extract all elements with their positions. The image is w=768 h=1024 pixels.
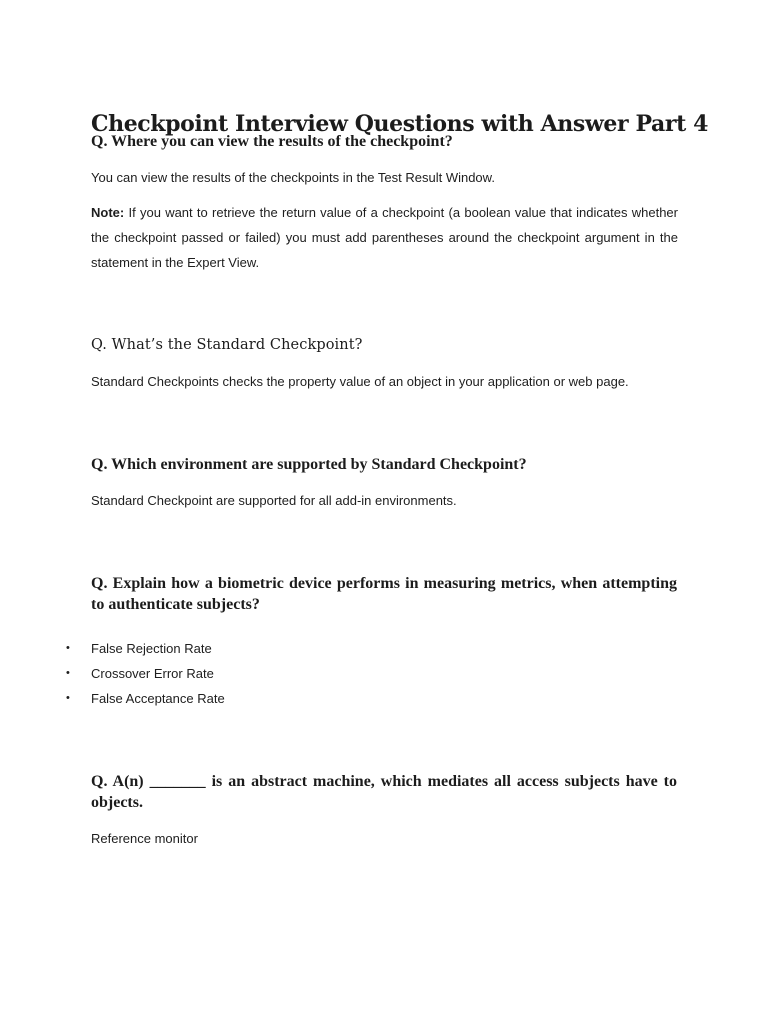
list-item-text: Crossover Error Rate (91, 666, 214, 681)
bullet-icon: • (66, 642, 70, 654)
bullet-list (0, 636, 768, 711)
answer-3: Standard Checkpoint are supported for all add-in environments. (91, 493, 457, 508)
bullet-icon: • (66, 667, 70, 679)
question-1: Q. Where you can view the results of the checkpoint? (91, 133, 453, 150)
bullet-icon: • (66, 692, 70, 704)
question-5: Q. A(n) _______ is an abstract machine, which mediates all access subjects have to objects. (91, 773, 677, 811)
answer-1: You can view the results of the checkpoints in the Test Result Window. (91, 170, 495, 185)
answer-2: Standard Checkpoints checks the property value of an object in your application or web page. (91, 374, 629, 389)
list-item-text: False Rejection Rate (91, 641, 212, 656)
list-item (0, 686, 768, 711)
note-label: Note: (91, 205, 125, 220)
list-item (0, 661, 768, 686)
list-item (0, 636, 768, 661)
list-item-text: False Acceptance Rate (91, 691, 225, 706)
page-title: Checkpoint Interview Questions with Answer Part 4 (91, 110, 708, 137)
answer-5: Reference monitor (91, 831, 198, 846)
question-2: Q. What’s the Standard Checkpoint? (91, 337, 363, 353)
note-text: If you want to retrieve the return value of a checkpoint (a boolean value that indicates whether the checkpoint passed or failed) you must add parentheses around the checkpoint argument in the statement in the Expert View. (91, 205, 678, 270)
note-paragraph (91, 200, 678, 275)
question-4: Q. Explain how a biometric device performs in measuring metrics, when attempting to authenticate subjects? (91, 575, 677, 613)
question-3: Q. Which environment are supported by Standard Checkpoint? (91, 456, 527, 473)
